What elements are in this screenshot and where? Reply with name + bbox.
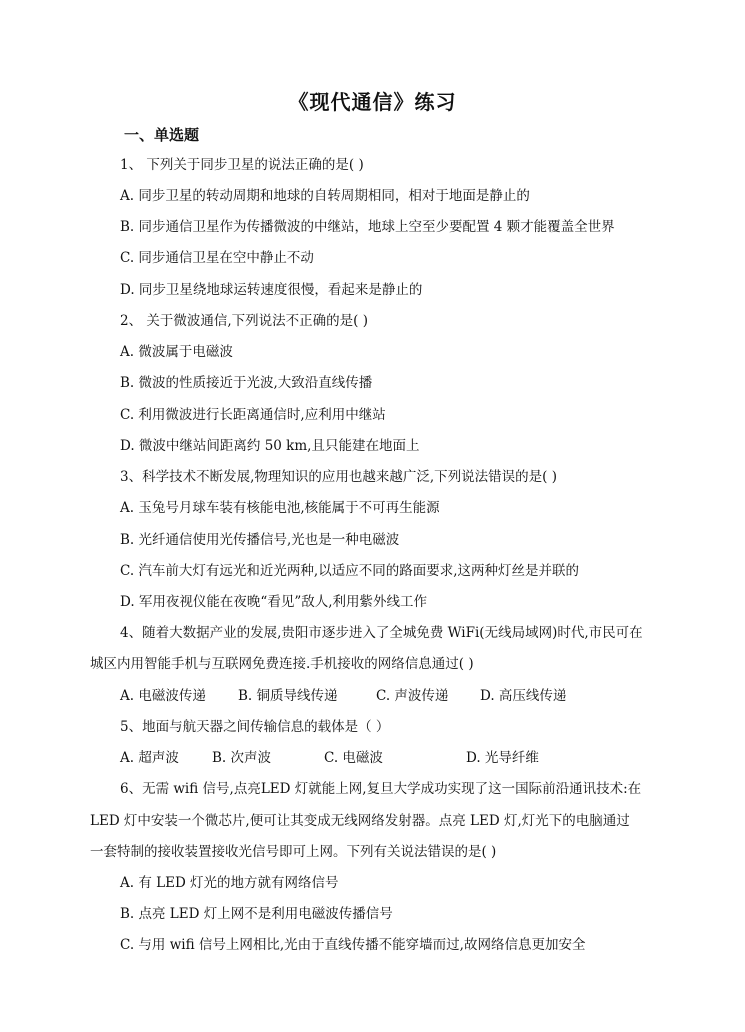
question-2-option-b: B. 微波的性质接近于光波,大致沿直线传播: [120, 375, 373, 391]
question-2-stem: 2、 关于微波通信,下列说法不正确的是( ): [120, 313, 368, 329]
question-6-option-b: B. 点亮 LED 灯上网不是利用电磁波传播信号: [120, 906, 393, 922]
question-1-option-d: D. 同步卫星绕地球运转速度很慢，看起来是静止的: [120, 282, 423, 298]
question-3-option-d: D. 军用夜视仪能在夜晚“看见”敌人,利用紫外线工作: [120, 594, 428, 610]
question-6-option-a: A. 有 LED 灯光的地方就有网络信号: [120, 875, 339, 891]
question-1-option-c: C. 同步通信卫星在空中静止不动: [120, 250, 314, 266]
question-5-option-a: A. 超声波: [120, 750, 179, 766]
section-heading: 一、单选题: [124, 126, 200, 144]
question-4-stem-line-2: 城区内用智能手机与互联网免费连接.手机接收的网络信息通过( ): [90, 656, 474, 672]
question-3-stem: 3、科学技术不断发展,物理知识的应用也越来越广泛,下列说法错误的是( ): [120, 469, 557, 485]
question-4-option-b: B. 铜质导线传递: [238, 688, 338, 704]
question-4-option-d: D. 高压线传递: [480, 688, 567, 704]
question-1-option-b: B. 同步通信卫星作为传播微波的中继站，地球上空至少要配置 4 颗才能覆盖全世界: [120, 219, 615, 235]
question-1-option-a: A. 同步卫星的转动周期和地球的自转周期相同，相对于地面是静止的: [120, 188, 530, 204]
question-5-option-b: B. 次声波: [212, 750, 272, 766]
question-5-option-d: D. 光导纤维: [466, 750, 539, 766]
question-6-stem-line-2: LED 灯中安装一个微芯片,便可让其变成无线网络发射器。点亮 LED 灯,灯光下的电脑通过: [90, 813, 630, 829]
question-3-option-a: A. 玉兔号月球车装有核能电池,核能属于不可再生能源: [120, 500, 440, 516]
question-5-option-c: C. 电磁波: [324, 750, 383, 766]
question-2-option-a: A. 微波属于电磁波: [120, 344, 233, 360]
question-4-option-a: A. 电磁波传递: [120, 688, 206, 704]
question-6-option-c: C. 与用 wifi 信号上网相比,光由于直线传播不能穿墙而过,故网络信息更加安全: [120, 937, 586, 953]
question-3-option-c: C. 汽车前大灯有远光和近光两种,以适应不同的路面要求,这两种灯丝是并联的: [120, 563, 580, 579]
question-1-stem: 1、 下列关于同步卫星的说法正确的是( ): [120, 157, 364, 173]
question-6-stem-line-3: 一套特制的接收装置接收光信号即可上网。下列有关说法错误的是( ): [90, 844, 497, 860]
question-3-option-b: B. 光纤通信使用光传播信号,光也是一种电磁波: [120, 532, 400, 548]
question-5-stem: 5、地面与航天器之间传输信息的载体是（ ）: [120, 719, 390, 735]
question-4-stem-line-1: 4、随着大数据产业的发展,贵阳市逐步进入了全城免费 WiFi(无线局域网)时代,市民可在: [120, 625, 643, 641]
question-6-stem-line-1: 6、无需 wifi 信号,点亮LED 灯就能上网,复旦大学成功实现了这一国际前沿通讯技术:在: [120, 781, 642, 797]
question-2-option-c: C. 利用微波进行长距离通信时,应利用中继站: [120, 407, 386, 423]
question-2-option-d: D. 微波中继站间距离约 50 km,且只能建在地面上: [120, 438, 420, 454]
question-4-option-c: C. 声波传递: [376, 688, 449, 704]
page-title: 《现代通信》练习: [288, 90, 457, 114]
